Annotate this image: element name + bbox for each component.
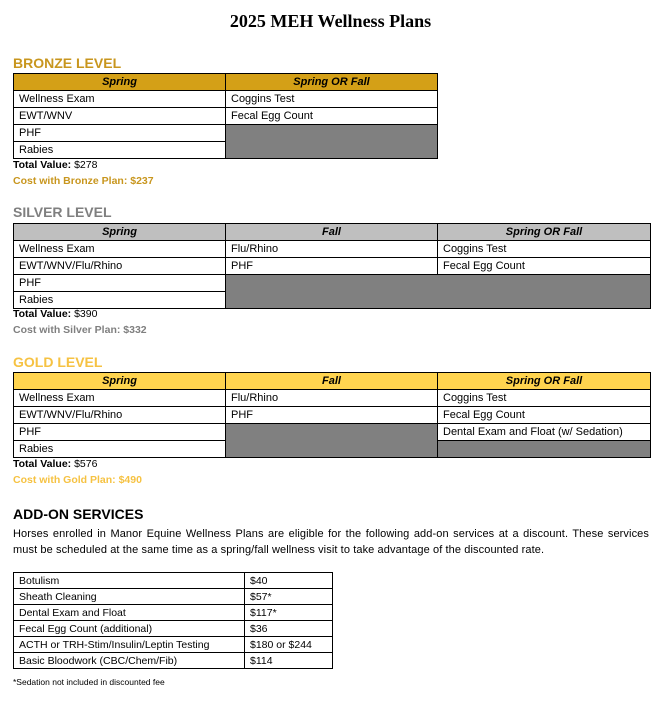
- table-cell: EWT/WNV: [14, 108, 226, 125]
- table-cell: Wellness Exam: [14, 91, 226, 108]
- silver-total: [13, 308, 97, 320]
- total-value: $576: [74, 458, 98, 470]
- total-value: $390: [74, 308, 98, 320]
- filler-cell: [226, 125, 438, 159]
- table-cell: EWT/WNV/Flu/Rhino: [14, 407, 226, 424]
- table-cell: Coggins Test: [226, 91, 438, 108]
- service-price: $57*: [245, 589, 333, 605]
- table-cell: Flu/Rhino: [226, 390, 438, 407]
- bronze-table: [13, 73, 438, 159]
- table-row: [14, 573, 333, 589]
- filler-cell: [438, 441, 651, 458]
- service-price: $40: [245, 573, 333, 589]
- table-cell: EWT/WNV/Flu/Rhino: [14, 258, 226, 275]
- table-cell: Rabies: [14, 142, 226, 159]
- col-header: Fall: [226, 224, 438, 241]
- addons-table: [13, 572, 333, 669]
- col-header: Spring OR Fall: [226, 74, 438, 91]
- gold-cost: Cost with Gold Plan: $490: [13, 474, 142, 486]
- table-row: [14, 605, 333, 621]
- table-cell: Dental Exam and Float (w/ Sedation): [438, 424, 651, 441]
- table-row: [14, 637, 333, 653]
- service-name: Sheath Cleaning: [14, 589, 245, 605]
- table-cell: Flu/Rhino: [226, 241, 438, 258]
- table-cell: PHF: [14, 125, 226, 142]
- table-cell: PHF: [226, 258, 438, 275]
- col-header: Spring OR Fall: [438, 224, 651, 241]
- table-cell: Rabies: [14, 292, 226, 309]
- col-header: Spring: [14, 74, 226, 91]
- silver-table: [13, 223, 651, 309]
- table-cell: Wellness Exam: [14, 241, 226, 258]
- table-cell: Fecal Egg Count: [438, 258, 651, 275]
- table-row: [14, 621, 333, 637]
- gold-total: [13, 458, 97, 470]
- addons-heading: ADD-ON SERVICES: [13, 506, 144, 522]
- table-cell: Wellness Exam: [14, 390, 226, 407]
- bronze-total: [13, 159, 97, 171]
- col-header: Fall: [226, 373, 438, 390]
- gold-table: [13, 372, 651, 458]
- service-name: Basic Bloodwork (CBC/Chem/Fib): [14, 653, 245, 669]
- addons-description: Horses enrolled in Manor Equine Wellness Plans are eligible for the following add-on services at a discount. These services must be scheduled at the same time as a spring/fall wellness visit to take advantage of the discounted rate.: [13, 528, 649, 556]
- service-name: Botulism: [14, 573, 245, 589]
- table-cell: Coggins Test: [438, 390, 651, 407]
- col-header: Spring OR Fall: [438, 373, 651, 390]
- bronze-cost: Cost with Bronze Plan: $237: [13, 175, 154, 187]
- silver-heading: SILVER LEVEL: [13, 204, 112, 220]
- filler-cell: [226, 275, 651, 309]
- total-value: $278: [74, 159, 98, 171]
- table-cell: PHF: [14, 275, 226, 292]
- filler-cell: [226, 424, 438, 458]
- footnote: *Sedation not included in discounted fee: [13, 677, 165, 687]
- table-cell: Coggins Test: [438, 241, 651, 258]
- service-price: $117*: [245, 605, 333, 621]
- gold-heading: GOLD LEVEL: [13, 354, 103, 370]
- col-header: Spring: [14, 373, 226, 390]
- table-cell: Fecal Egg Count: [438, 407, 651, 424]
- service-price: $114: [245, 653, 333, 669]
- table-cell: PHF: [14, 424, 226, 441]
- total-label: Total Value:: [13, 159, 72, 171]
- service-name: ACTH or TRH-Stim/Insulin/Leptin Testing: [14, 637, 245, 653]
- table-row: [14, 653, 333, 669]
- total-label: Total Value:: [13, 308, 72, 320]
- page-title: 2025 MEH Wellness Plans: [229, 11, 432, 31]
- service-name: Dental Exam and Float: [14, 605, 245, 621]
- col-header: Spring: [14, 224, 226, 241]
- bronze-heading: BRONZE LEVEL: [13, 55, 122, 71]
- table-row: [14, 589, 333, 605]
- service-price: $36: [245, 621, 333, 637]
- table-cell: PHF: [226, 407, 438, 424]
- total-label: Total Value:: [13, 458, 72, 470]
- silver-cost: Cost with Silver Plan: $332: [13, 324, 147, 336]
- service-name: Fecal Egg Count (additional): [14, 621, 245, 637]
- table-cell: Fecal Egg Count: [226, 108, 438, 125]
- table-cell: Rabies: [14, 441, 226, 458]
- service-price: $180 or $244: [245, 637, 333, 653]
